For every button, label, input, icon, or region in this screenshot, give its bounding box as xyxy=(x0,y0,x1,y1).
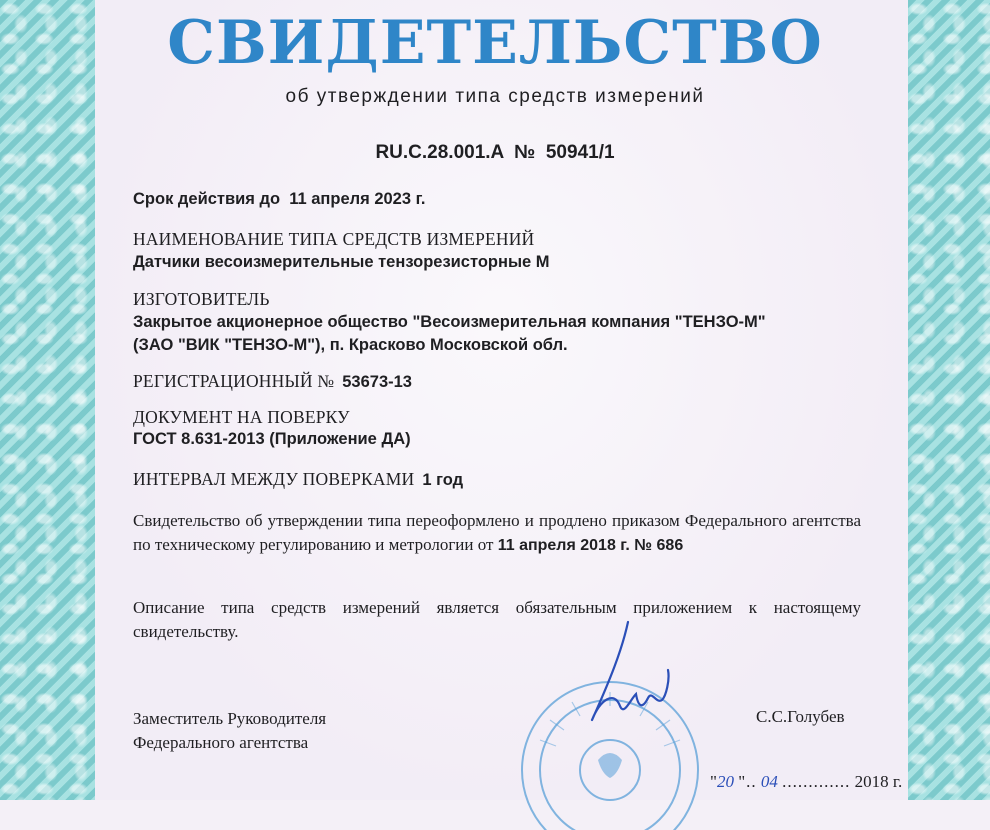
signatory-position-line-2: Федерального агентства xyxy=(133,733,309,752)
decorative-border-right xyxy=(908,0,990,800)
validity-row xyxy=(133,190,425,209)
certificate-title: СВИДЕТЕЛЬСТВО xyxy=(167,8,823,78)
order-paragraph xyxy=(133,509,861,558)
decorative-border-left xyxy=(0,0,95,800)
interval-row xyxy=(133,469,463,490)
certificate-subtitle: об утверждении типа средств измерений xyxy=(285,86,705,107)
interval-value: 1 год xyxy=(422,471,464,489)
instrument-type-value: Датчики весоизмерительные тензорезисторные М xyxy=(133,253,550,271)
handwritten-signature xyxy=(570,610,700,740)
date-year: 2018 г. xyxy=(854,772,903,791)
date-day: 20 xyxy=(716,772,734,791)
certificate-number: RU.C.28.001.A № 50941/1 xyxy=(375,142,615,163)
validity-value: 11 апреля 2023 г. xyxy=(289,190,426,208)
order-date-number: 11 апреля 2018 г. № 686 xyxy=(497,537,684,554)
signatory-name: С.С.Голубев xyxy=(756,707,845,726)
instrument-type-label: НАИМЕНОВАНИЕ ТИПА СРЕДСТВ ИЗМЕРЕНИЙ xyxy=(133,229,535,249)
signature-date: "20 ".. 04 ............. 2018 г. xyxy=(710,772,903,791)
verification-doc-label: ДОКУМЕНТ НА ПОВЕРКУ xyxy=(133,407,350,427)
order-text: Свидетельство об утверждении типа переоформлено и продлено приказом Федерального агентства по техническому регулированию и метрологии от xyxy=(133,511,861,554)
annex-paragraph: Описание типа средств измерений является обязательным приложением к настоящему свидетельству. xyxy=(133,598,861,641)
manufacturer-line-2: (ЗАО "ВИК "ТЕНЗО-М"), п. Красково Московской обл. xyxy=(133,336,568,354)
signatory-position xyxy=(133,707,326,755)
verification-doc-value: ГОСТ 8.631-2013 (Приложение ДА) xyxy=(133,430,411,448)
certificate-sheet xyxy=(95,0,908,800)
validity-label: Срок действия до xyxy=(133,190,281,208)
reg-number-label: РЕГИСТРАЦИОННЫЙ № xyxy=(133,371,335,391)
date-month: 04 xyxy=(760,772,778,791)
signatory-position-line-1: Заместитель Руководителя xyxy=(133,709,327,728)
manufacturer-line-1: Закрытое акционерное общество "Весоизмерительная компания "ТЕНЗО-М" xyxy=(133,313,766,331)
reg-number-value: 53673-13 xyxy=(342,373,412,391)
manufacturer-label: ИЗГОТОВИТЕЛЬ xyxy=(133,289,270,309)
interval-label: ИНТЕРВАЛ МЕЖДУ ПОВЕРКАМИ xyxy=(133,469,415,489)
reg-number-row xyxy=(133,371,412,392)
